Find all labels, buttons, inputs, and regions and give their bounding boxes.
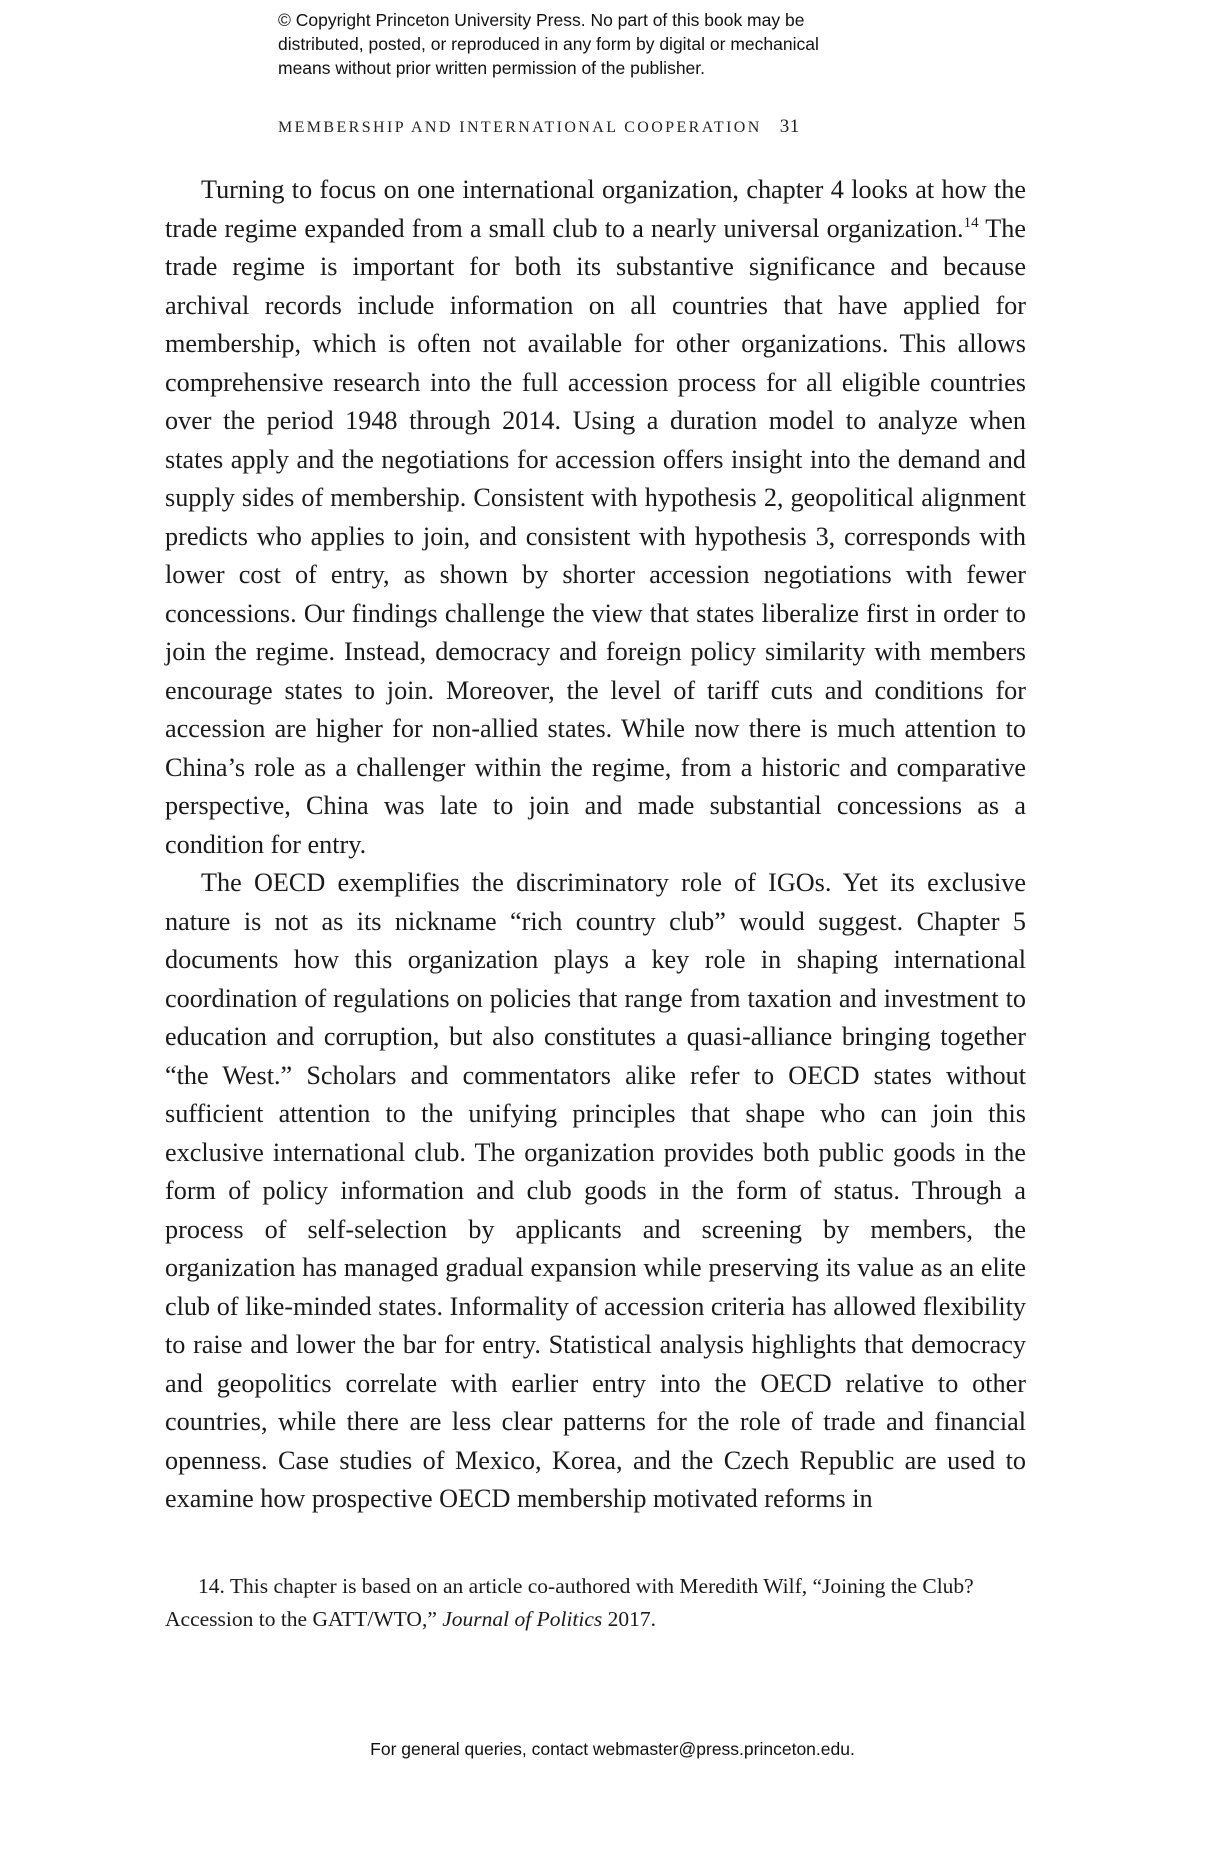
contact-line: For general queries, contact webmaster@press.princeton.edu.: [370, 1739, 855, 1759]
footnote: [165, 1570, 1026, 1636]
paragraph: [165, 171, 1026, 864]
running-head-title: MEMBERSHIP AND INTERNATIONAL COOPERATION: [278, 119, 762, 136]
paragraph: The OECD exemplifies the discriminatory role of IGOs. Yet its exclusive nature is not as its nickname “rich country club” would suggest. Chapter 5 documents how this organization plays a key role in shaping international coordination of regulations on policies that range from taxation and investment to education and corruption, but also constitutes a quasi-alliance bringing together “the West.” Scholars and commentators alike refer to OECD states without sufficient attention to the unifying principles that shape who can join this exclusive international club. The organization provides both public goods in the form of policy information and club goods in the form of status. Through a process of self-selection by applicants and screening by members, the organization has managed gradual expansion while preserving its value as an elite club of like-minded states. Informality of accession criteria has allowed flexibility to raise and lower the bar for entry. Statistical analysis highlights that democracy and geopolitics correlate with earlier entry into the OECD relative to other countries, while there are less clear patterns for the role of trade and financial openness. Case studies of Mexico, Korea, and the Czech Republic are used to examine how prospective OECD membership motivated reforms in: [165, 868, 1026, 1513]
copyright-line: © Copyright Princeton University Press. No part of this book may be: [278, 10, 805, 30]
footnote-text-part: 14. This chapter is based on an article co-authored with Meredith Wilf, “Joining the Club? Accession to the GATT/WTO,”: [165, 1574, 974, 1631]
copyright-line: distributed, posted, or reproduced in any form by digital or mechanical: [278, 34, 819, 54]
paragraph-text: Turning to focus on one international organization, chapter 4 looks at how the trade regime expanded from a small club to a nearly universal organization.: [165, 175, 1026, 243]
footnote-text: [165, 1570, 1026, 1636]
journal-title: Journal of Politics: [442, 1607, 603, 1631]
main-text: [165, 171, 1026, 1519]
running-head: [278, 116, 938, 138]
page-number: 31: [779, 116, 800, 137]
copyright-line: means without prior written permission of the publisher.: [278, 58, 706, 78]
paragraph-text: The trade regime is important for both its substantive significance and because archival records include information on all countries that have applied for membership, which is often not available for other organizations. This allows comprehensive research into the full accession process for all eligible countries over the period 1948 through 2014. Using a duration model to analyze when states apply and the negotiations for accession offers insight into the demand and supply sides of membership. Consistent with hypothesis 2, geopolitical alignment predicts who applies to join, and consistent with hypothesis 3, corresponds with lower cost of entry, as shown by shorter accession negotiations with fewer concessions. Our findings challenge the view that states liberalize first in order to join the regime. Instead, democracy and foreign policy similarity with members encourage states to join. Moreover, the level of tariff cuts and conditions for accession are higher for non-allied states. While now there is much attention to China’s role as a challenger within the regime, from a historic and comparative perspective, China was late to join and made substantial concessions as a condition for entry.: [165, 213, 1026, 859]
footnote-reference: 14: [963, 214, 979, 231]
footnote-text-part: 2017.: [602, 1607, 657, 1631]
copyright-notice: [278, 8, 918, 80]
